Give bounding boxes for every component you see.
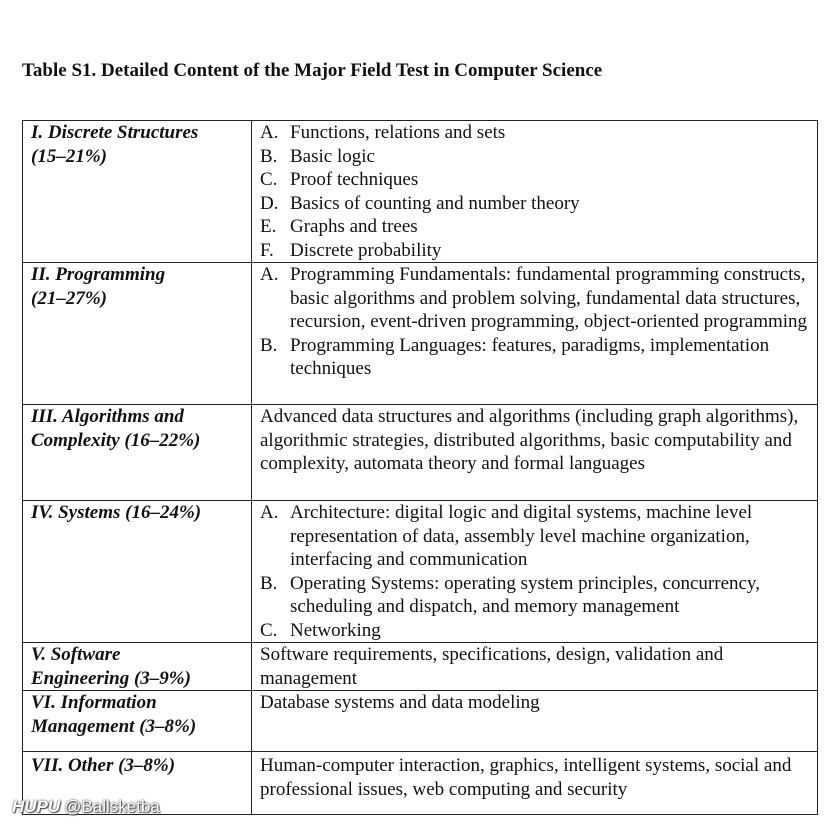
- content-area-cell: [23, 405, 252, 501]
- list-item: [260, 501, 811, 572]
- topic-list: [260, 263, 811, 381]
- watermark-brand: HUPU: [12, 797, 61, 816]
- area-name: IV. Systems (16–24%): [31, 502, 202, 523]
- item-text: Networking: [290, 619, 381, 641]
- item-letter: F.: [260, 239, 274, 261]
- list-item: [260, 239, 811, 263]
- area-name: VI. Information: [31, 692, 157, 713]
- item-text: Functions, relations and sets: [290, 122, 506, 143]
- topic-text: Database systems and data modeling: [260, 692, 540, 713]
- item-letter: C.: [260, 169, 278, 190]
- item-letter: E.: [260, 216, 277, 237]
- topic-text: Software requirements, specifications, design, validation and management: [260, 644, 724, 689]
- item-letter: A.: [260, 502, 279, 523]
- item-text: Architecture: digital logic and digital systems, machine level representation of data, assembly level machine organization, interfacing and communication: [290, 502, 753, 570]
- area-name: V. Software: [31, 644, 121, 665]
- area-weight: Complexity (16–22%): [31, 429, 201, 451]
- watermark: [12, 797, 160, 817]
- content-area-cell: [23, 501, 252, 643]
- table-row: [23, 405, 818, 501]
- area-weight: (15–21%): [31, 145, 107, 167]
- item-letter: C.: [260, 619, 278, 641]
- item-text: Operating Systems: operating system principles, concurrency, scheduling and dispatch, and memory management: [290, 572, 760, 617]
- item-text: Programming Languages: features, paradigms, implementation techniques: [290, 334, 770, 379]
- list-item: [260, 215, 811, 239]
- topics-cell: [252, 263, 818, 405]
- table-row: [23, 501, 818, 643]
- list-item: [260, 619, 811, 643]
- topic-list: [260, 501, 811, 642]
- content-area-cell: [23, 691, 252, 752]
- topics-cell: [252, 121, 818, 263]
- table-row: [23, 643, 818, 691]
- item-letter: D.: [260, 192, 279, 214]
- item-letter: A.: [260, 264, 279, 285]
- content-area-cell: [23, 643, 252, 691]
- topics-cell: [252, 752, 818, 815]
- area-weight: Engineering (3–9%): [31, 667, 191, 689]
- table-row: [23, 691, 818, 752]
- table-row: [23, 121, 818, 263]
- table-caption: Table S1. Detailed Content of the Major Field Test in Computer Science: [22, 60, 603, 81]
- item-text: Graphs and trees: [290, 216, 418, 237]
- list-item: [260, 121, 811, 145]
- area-name: I. Discrete Structures: [31, 122, 199, 143]
- content-area-cell: [23, 263, 252, 405]
- topic-text: Advanced data structures and algorithms (including graph algorithms), algorithmic strategies, distributed algorithms, basic computability and complexity, automata theory and formal languages: [260, 406, 799, 474]
- content-area-cell: [23, 121, 252, 263]
- list-item: [260, 168, 811, 192]
- content-table: [22, 120, 818, 815]
- item-letter: B.: [260, 334, 278, 356]
- table-row: [23, 263, 818, 405]
- item-text: Discrete probability: [290, 239, 442, 261]
- topics-cell: [252, 643, 818, 691]
- item-text: Programming Fundamentals: fundamental programming constructs, basic algorithms and problem solving, fundamental data structures, recursion, event-driven programming, object-oriented programming: [290, 264, 808, 332]
- area-weight: (21–27%): [31, 287, 107, 309]
- list-item: [260, 334, 811, 381]
- list-item: [260, 145, 811, 169]
- list-item: [260, 263, 811, 334]
- watermark-handle: @Ballsketba: [64, 797, 160, 816]
- topic-list: [260, 121, 811, 262]
- topics-cell: [252, 691, 818, 752]
- item-letter: A.: [260, 122, 279, 143]
- area-name: III. Algorithms and: [31, 406, 184, 427]
- topics-cell: [252, 501, 818, 643]
- topic-text: Human-computer interaction, graphics, intelligent systems, social and professional issues, web computing and security: [260, 755, 792, 800]
- item-text: Proof techniques: [290, 169, 419, 190]
- topics-cell: [252, 405, 818, 501]
- area-name: II. Programming: [31, 264, 166, 285]
- item-letter: B.: [260, 572, 278, 594]
- item-text: Basic logic: [290, 145, 375, 167]
- area-name: VII. Other (3–8%): [31, 755, 176, 776]
- list-item: [260, 572, 811, 619]
- area-weight: Management (3–8%): [31, 715, 197, 737]
- item-text: Basics of counting and number theory: [290, 192, 580, 214]
- list-item: [260, 192, 811, 216]
- item-letter: B.: [260, 145, 278, 167]
